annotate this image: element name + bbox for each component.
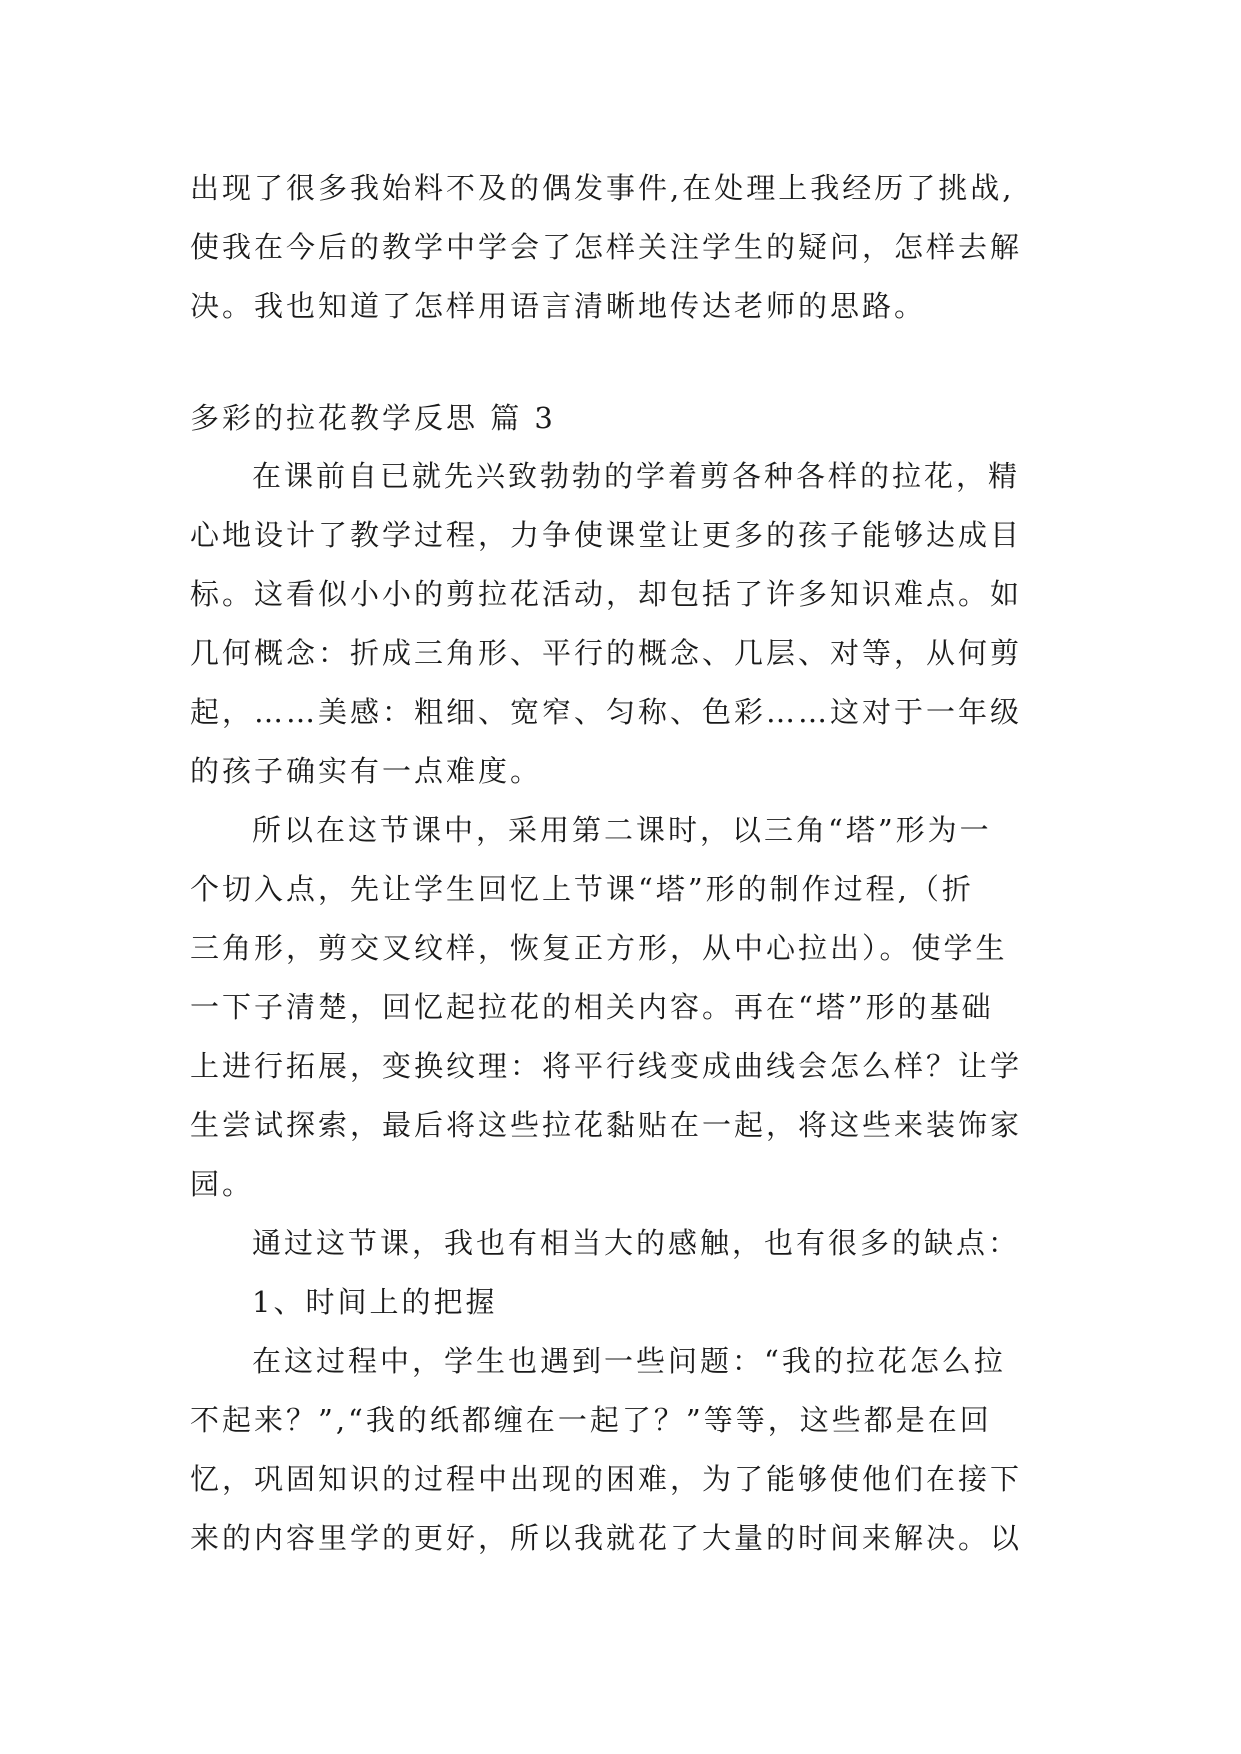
paragraph-line: 起，……美感：粗细、宽窄、匀称、色彩……这对于一年级 xyxy=(190,695,1023,729)
paragraph-line: 标。这看似小小的剪拉花活动，却包括了许多知识难点。如 xyxy=(190,577,1023,611)
paragraph-line: 决。我也知道了怎样用语言清晰地传达老师的思路。 xyxy=(190,289,927,323)
paragraph-line: 一下子清楚，回忆起拉花的相关内容。再在“塔”形的基础 xyxy=(190,990,994,1024)
paragraph-line: 园。 xyxy=(190,1167,255,1201)
paragraph-line: 上进行拓展，变换纹理：将平行线变成曲线会怎么样？让学 xyxy=(190,1049,1023,1083)
paragraph-line: 三角形，剪交叉纹样，恢复正方形，从中心拉出）。使学生 xyxy=(190,931,1008,965)
paragraph-line: 所以在这节课中，采用第二课时，以三角“塔”形为一 xyxy=(252,813,992,847)
section-heading: 多彩的拉花教学反思 篇 3 xyxy=(190,401,556,435)
paragraph-line: 出现了很多我始料不及的偶发事件,在处理上我经历了挑战, xyxy=(190,171,1015,205)
paragraph-line: 在课前自已就先兴致勃勃的学着剪各种各样的拉花，精 xyxy=(252,459,1021,493)
paragraph-line: 忆，巩固知识的过程中出现的困难，为了能够使他们在接下 xyxy=(190,1462,1023,1496)
paragraph-line: 个切入点，先让学生回忆上节课“塔”形的制作过程,（折 xyxy=(190,872,974,906)
paragraph-line: 不起来？”,“我的纸都缠在一起了？”等等，这些都是在回 xyxy=(190,1403,992,1437)
paragraph-line: 在这过程中，学生也遇到一些问题：“我的拉花怎么拉 xyxy=(252,1344,1006,1378)
paragraph-line: 的孩子确实有一点难度。 xyxy=(190,754,543,788)
paragraph-line: 几何概念：折成三角形、平行的概念、几层、对等，从何剪 xyxy=(190,636,1023,670)
paragraph-line: 通过这节课，我也有相当大的感触，也有很多的缺点： xyxy=(252,1226,1021,1260)
paragraph-line: 生尝试探索，最后将这些拉花黏贴在一起，将这些来装饰家 xyxy=(190,1108,1023,1142)
paragraph-line: 使我在今后的教学中学会了怎样关注学生的疑问，怎样去解 xyxy=(190,230,1023,264)
paragraph-line: 来的内容里学的更好，所以我就花了大量的时间来解决。以 xyxy=(190,1521,1023,1555)
paragraph-line: 心地设计了教学过程，力争使课堂让更多的孩子能够达成目 xyxy=(190,518,1023,552)
list-item: 1、时间上的把握 xyxy=(252,1285,498,1319)
